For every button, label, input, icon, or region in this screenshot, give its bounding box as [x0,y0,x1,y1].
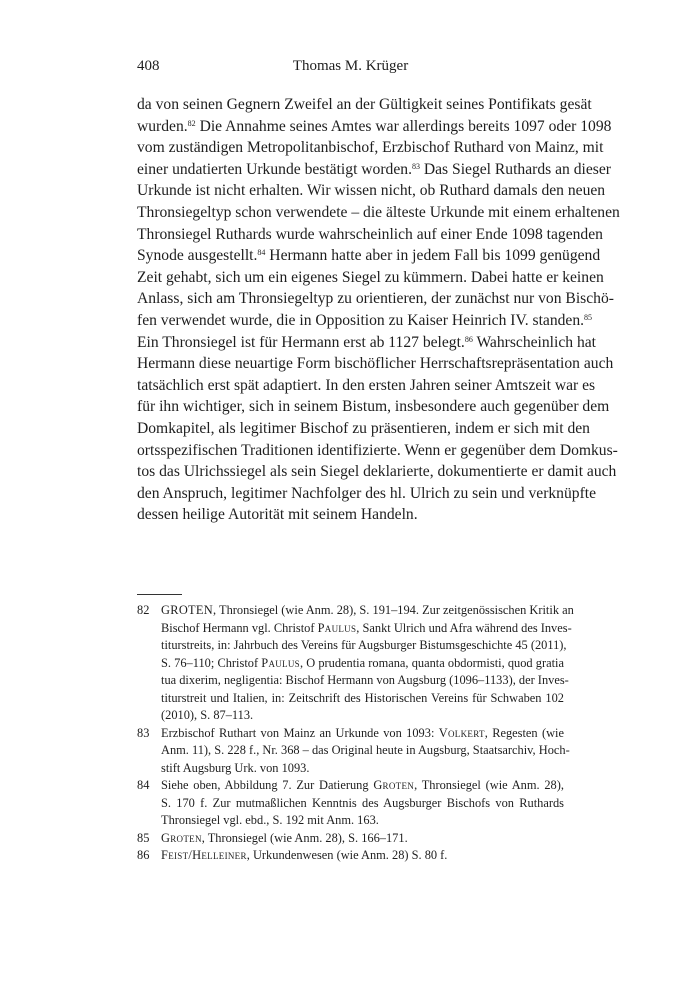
footnote-ref[interactable]: 82 [187,118,196,128]
body-line: dessen heilige Autorität mit seinem Handeln. [137,506,418,524]
body-line: Hermann diese neuartige Form bischöflicher Herrschaftsrepräsentation auch [137,355,614,373]
footnote-line: GROTEN, Thronsiegel (wie Anm. 28), S. 191–194. Zur zeitgenössischen Kritik an [161,603,574,617]
body-line: Domkapitel, als legitimer Bischof zu präsentieren, indem er sich mit den [137,419,590,437]
running-head: Thomas M. Krüger [292,58,409,74]
footnote-85 [137,830,564,848]
footnote-line: titurstreit und Italien, in: Zeitschrift des Historischen Vereins für Schwaben 102 [161,690,564,705]
body-line: für ihn wichtiger, sich in seinem Bistum, insbesondere auch gegenüber dem [137,398,610,416]
footnote-ref[interactable]: 86 [464,334,473,344]
footnote-line: titurstreits, in: Jahrbuch des Vereins für Augsburger Bistumsgeschichte 45 (2011), [161,638,567,652]
body-line: Thronsiegel Ruthards wurde wahrscheinlich auf einer Ende 1098 tagenden [137,225,603,243]
footnote-line: Erzbischof Ruthart von Mainz an Urkunde von 1093: Volkert, Regesten (wie [161,725,564,740]
footnote-line: Bischof Hermann vgl. Christof Paulus, Sankt Ulrich und Afra während des Inves- [161,620,572,635]
body-line: tos das Ulrichssiegel als sein Siegel deklarierte, dokumentierte er damit auch [137,463,617,481]
footnote-line: (2010), S. 87–113. [161,708,254,722]
body-line: den Anspruch, legitimer Nachfolger des hl. Ulrich zu sein und verknüpfte [137,484,597,502]
footnote-ref[interactable]: 83 [411,161,420,171]
body-line: tatsächlich erst spät adaptiert. In den ersten Jahren seiner Amtszeit war es [137,376,596,394]
footnotes [137,602,574,865]
footnote-line: Groten, Thronsiegel (wie Anm. 28), S. 166–171. [161,830,408,845]
footnote-line: Feist/Helleiner, Urkundenwesen (wie Anm. 28) S. 80 f. [161,848,448,862]
body-line: Zeit gehabt, sich um ein eigenes Siegel zu kümmern. Dabei hatte er keinen [137,268,604,286]
footnote-number: 84 [137,778,150,792]
footnote-line: stift Augsburg Urk. von 1093. [161,760,310,775]
body-line: vom zuständigen Metropolitanbischof, Erzbischof Ruthard von Mainz, mit [137,139,604,157]
footnote-86 [137,847,564,865]
page-number: 408 [137,58,160,74]
page-header [137,58,564,80]
body-line: Urkunde ist nicht erhalten. Wir wissen nicht, ob Ruthard damals den neuen [137,182,606,200]
footnote-line: Thronsiegel vgl. ebd., S. 192 mit Anm. 163. [161,813,379,827]
footnote-number: 85 [137,830,150,845]
body-paragraph [137,94,620,526]
footnote-line: S. 76–110; Christof Paulus, O prudentia romana, quanta obdormisti, quod gratia [161,655,564,670]
footnote-number: 82 [137,603,150,617]
footnote-number: 86 [137,848,150,862]
footnote-84 [137,777,564,830]
body-line: Anlass, sich am Thronsiegeltyp zu orientieren, der zunächst nur von Bischö- [137,290,614,308]
body-line: Ein Thronsiegel ist für Hermann erst ab 1127 belegt.$^{86}$ Wahrscheinlich hat [137,333,596,351]
body-line: Thronsiegeltyp schon verwendete – die älteste Urkunde mit einem erhaltenen [137,203,620,221]
footnote-83 [137,725,570,778]
body-line: einer undatierten Urkunde bestätigt worden.$^{83}$ Das Siegel Ruthards an dieser [137,160,611,178]
body-line: da von seinen Gegnern Zweifel an der Gültigkeit seines Pontifikats gesät [137,96,592,113]
footnote-ref[interactable]: 84 [257,248,266,258]
footnote-82 [137,602,574,725]
footnote-number: 83 [137,725,150,740]
footnote-line: tua dixerim, negligentia: Bischof Hermann von Augsburg (1096–1133), der Inves- [161,673,569,687]
body-line: fen verwendet wurde, die in Opposition zu Kaiser Heinrich IV. standen.$^{85}$ [137,311,593,329]
footnote-separator [137,594,182,595]
footnote-ref[interactable]: 85 [584,312,593,322]
footnote-line: Anm. 11), S. 228 f., Nr. 368 – das Original heute in Augsburg, Staatsarchiv, Hoch- [161,743,570,757]
body-line: ortsspezifischen Traditionen identifizierte. Wenn er gegenüber dem Domkus- [137,441,618,459]
body-line: Synode ausgestellt.$^{84}$ Hermann hatte aber in jedem Fall bis 1099 genügend [137,247,601,265]
footnote-line: S. 170 f. Zur mutmaßlichen Kenntnis des Augsburger Bischofs von Ruthards [161,795,564,810]
body-line: wurden.$^{82}$ Die Annahme seines Amtes war allerdings bereits 1097 oder 1098 [137,117,612,135]
footnote-line: Siehe oben, Abbildung 7. Zur Datierung Groten, Thronsiegel (wie Anm. 28), [161,778,564,792]
